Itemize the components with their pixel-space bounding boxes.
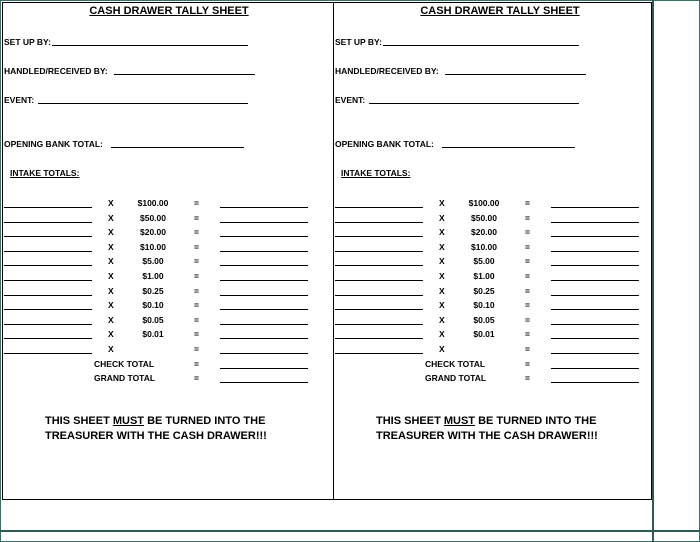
subtotal-field[interactable] <box>220 338 308 339</box>
denomination-amount: $10.00 <box>140 242 166 252</box>
quantity-field[interactable] <box>4 324 92 325</box>
multiply-sign: X <box>108 227 114 237</box>
handled-received-field[interactable] <box>445 74 586 75</box>
equals-sign: = <box>525 256 530 266</box>
event-label: EVENT: <box>335 95 366 105</box>
equals-sign: = <box>525 344 530 354</box>
grand-total-label: GRAND TOTAL <box>94 373 156 383</box>
opening-bank-field[interactable] <box>442 147 575 148</box>
equals-sign: = <box>194 344 199 354</box>
multiply-sign: X <box>439 315 445 325</box>
denomination-amount: $0.01 <box>473 329 495 339</box>
subtotal-field[interactable] <box>551 251 639 252</box>
subtotal-field[interactable] <box>220 353 308 354</box>
notice-line-2: TREASURER WITH THE CASH DRAWER!!! <box>45 430 267 442</box>
check-total-field[interactable] <box>220 368 308 369</box>
quantity-field[interactable] <box>4 353 92 354</box>
opening-bank-label: OPENING BANK TOTAL: <box>335 139 434 149</box>
equals-sign: = <box>194 227 199 237</box>
event-field[interactable] <box>369 103 579 104</box>
quantity-field[interactable] <box>4 265 92 266</box>
subtotal-field[interactable] <box>220 251 308 252</box>
equals-sign: = <box>525 315 530 325</box>
equals-sign: = <box>194 286 199 296</box>
multiply-sign: X <box>108 315 114 325</box>
equals-sign: = <box>194 271 199 281</box>
notice-line-1 <box>45 414 265 429</box>
setup-by-label: SET UP BY: <box>4 37 51 47</box>
grand-total-field[interactable] <box>220 382 308 383</box>
multiply-sign: X <box>439 271 445 281</box>
multiply-sign: X <box>439 256 445 266</box>
multiply-sign: X <box>108 198 114 208</box>
multiply-sign: X <box>439 286 445 296</box>
multiply-sign: X <box>108 344 114 354</box>
subtotal-field[interactable] <box>551 222 639 223</box>
equals-sign: = <box>525 213 530 223</box>
equals-sign: = <box>525 271 530 281</box>
intake-totals-label: INTAKE TOTALS: <box>10 168 80 178</box>
notice-text: THIS SHEET <box>376 415 444 427</box>
equals-sign: = <box>525 300 530 310</box>
equals-sign: = <box>194 329 199 339</box>
equals-sign: = <box>525 359 530 369</box>
notice-text: BE TURNED INTO THE <box>144 415 266 427</box>
subtotal-field[interactable] <box>551 207 639 208</box>
multiply-sign: X <box>439 242 445 252</box>
equals-sign: = <box>194 300 199 310</box>
subtotal-field[interactable] <box>551 324 639 325</box>
handled-received-label: HANDLED/RECEIVED BY: <box>4 66 108 76</box>
subtotal-field[interactable] <box>551 265 639 266</box>
grand-total-label: GRAND TOTAL <box>425 373 487 383</box>
quantity-field[interactable] <box>335 207 423 208</box>
notice-line-1 <box>376 414 596 429</box>
quantity-field[interactable] <box>335 309 423 310</box>
intake-totals-label: INTAKE TOTALS: <box>341 168 411 178</box>
subtotal-field[interactable] <box>551 338 639 339</box>
quantity-field[interactable] <box>335 222 423 223</box>
equals-sign: = <box>194 256 199 266</box>
notice-text: THIS SHEET <box>45 415 113 427</box>
subtotal-field[interactable] <box>551 280 639 281</box>
equals-sign: = <box>194 213 199 223</box>
equals-sign: = <box>525 242 530 252</box>
denomination-amount: $0.10 <box>473 300 495 310</box>
quantity-field[interactable] <box>4 207 92 208</box>
subtotal-field[interactable] <box>220 309 308 310</box>
denomination-amount: $20.00 <box>140 227 166 237</box>
subtotal-field[interactable] <box>220 236 308 237</box>
quantity-field[interactable] <box>335 338 423 339</box>
sheet-title: CASH DRAWER TALLY SHEET <box>420 5 580 17</box>
notice-line-2: TREASURER WITH THE CASH DRAWER!!! <box>376 430 598 442</box>
subtotal-field[interactable] <box>551 236 639 237</box>
equals-sign: = <box>194 315 199 325</box>
subtotal-field[interactable] <box>551 353 639 354</box>
handled-received-field[interactable] <box>114 74 255 75</box>
equals-sign: = <box>194 198 199 208</box>
denomination-amount: $5.00 <box>142 256 164 266</box>
equals-sign: = <box>194 373 199 383</box>
multiply-sign: X <box>439 227 445 237</box>
denomination-amount: $0.05 <box>142 315 164 325</box>
event-label: EVENT: <box>4 95 35 105</box>
denomination-amount: $10.00 <box>471 242 497 252</box>
denomination-amount: $0.25 <box>473 286 495 296</box>
multiply-sign: X <box>439 213 445 223</box>
denomination-amount: $0.25 <box>142 286 164 296</box>
equals-sign: = <box>194 359 199 369</box>
denomination-amount: $0.01 <box>142 329 164 339</box>
equals-sign: = <box>525 286 530 296</box>
multiply-sign: X <box>108 286 114 296</box>
equals-sign: = <box>525 329 530 339</box>
denomination-amount: $1.00 <box>142 271 164 281</box>
quantity-field[interactable] <box>4 222 92 223</box>
multiply-sign: X <box>439 329 445 339</box>
tally-sheet-left <box>4 0 334 500</box>
subtotal-field[interactable] <box>551 295 639 296</box>
handled-received-label: HANDLED/RECEIVED BY: <box>335 66 439 76</box>
notice-emphasis: MUST <box>443 415 476 427</box>
denomination-amount: $50.00 <box>140 213 166 223</box>
quantity-field[interactable] <box>335 280 423 281</box>
quantity-field[interactable] <box>335 353 423 354</box>
denomination-amount: $0.10 <box>142 300 164 310</box>
denomination-amount: $5.00 <box>473 256 495 266</box>
bottom-edge-strip <box>0 530 700 532</box>
check-total-label: CHECK TOTAL <box>94 359 155 369</box>
subtotal-field[interactable] <box>551 309 639 310</box>
quantity-field[interactable] <box>4 251 92 252</box>
multiply-sign: X <box>108 271 114 281</box>
equals-sign: = <box>194 242 199 252</box>
setup-by-label: SET UP BY: <box>335 37 382 47</box>
event-field[interactable] <box>38 103 248 104</box>
denomination-amount: $20.00 <box>471 227 497 237</box>
setup-by-field[interactable] <box>383 45 579 46</box>
equals-sign: = <box>525 198 530 208</box>
multiply-sign: X <box>108 329 114 339</box>
denomination-amount: $100.00 <box>468 198 500 208</box>
opening-bank-field[interactable] <box>111 147 244 148</box>
check-total-field[interactable] <box>551 368 639 369</box>
quantity-field[interactable] <box>4 295 92 296</box>
denomination-amount: $50.00 <box>471 213 497 223</box>
multiply-sign: X <box>108 213 114 223</box>
multiply-sign: X <box>108 300 114 310</box>
equals-sign: = <box>525 373 530 383</box>
subtotal-field[interactable] <box>220 324 308 325</box>
tally-sheet-right <box>335 0 665 500</box>
grand-total-field[interactable] <box>551 382 639 383</box>
sheet-title: CASH DRAWER TALLY SHEET <box>89 5 249 17</box>
subtotal-field[interactable] <box>220 280 308 281</box>
quantity-field[interactable] <box>335 251 423 252</box>
subtotal-field[interactable] <box>220 222 308 223</box>
setup-by-field[interactable] <box>52 45 248 46</box>
multiply-sign: X <box>439 344 445 354</box>
quantity-field[interactable] <box>4 338 92 339</box>
denomination-amount: $1.00 <box>473 271 495 281</box>
denomination-amount: $0.05 <box>473 315 495 325</box>
check-total-label: CHECK TOTAL <box>425 359 486 369</box>
quantity-field[interactable] <box>4 309 92 310</box>
notice-emphasis: MUST <box>112 415 145 427</box>
subtotal-field[interactable] <box>220 207 308 208</box>
notice-text: BE TURNED INTO THE <box>475 415 597 427</box>
quantity-field[interactable] <box>335 295 423 296</box>
quantity-field[interactable] <box>4 236 92 237</box>
equals-sign: = <box>525 227 530 237</box>
multiply-sign: X <box>439 198 445 208</box>
multiply-sign: X <box>108 242 114 252</box>
quantity-field[interactable] <box>335 236 423 237</box>
quantity-field[interactable] <box>335 324 423 325</box>
quantity-field[interactable] <box>4 280 92 281</box>
denomination-amount: $100.00 <box>137 198 169 208</box>
multiply-sign: X <box>108 256 114 266</box>
multiply-sign: X <box>439 300 445 310</box>
subtotal-field[interactable] <box>220 265 308 266</box>
quantity-field[interactable] <box>335 265 423 266</box>
opening-bank-label: OPENING BANK TOTAL: <box>4 139 103 149</box>
subtotal-field[interactable] <box>220 295 308 296</box>
